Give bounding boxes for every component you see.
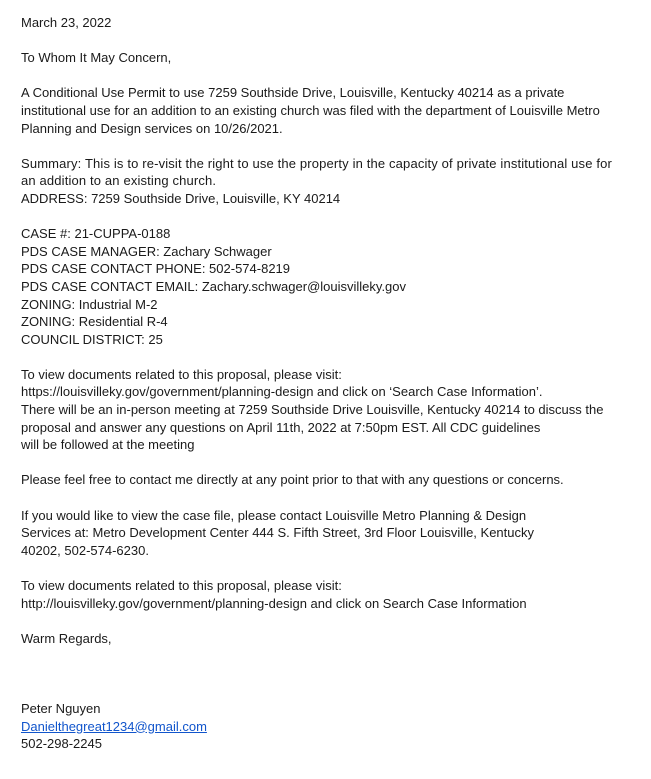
documents-line: To view documents related to this proposal, please visit: (21, 578, 342, 593)
spacer (21, 67, 646, 85)
spacer (21, 682, 646, 700)
summary-paragraph (21, 155, 646, 208)
address-line: ADDRESS: 7259 Southside Drive, Louisville, KY 40214 (21, 190, 341, 206)
meeting-line: proposal and answer any questions on April 11th, 2022 at 7:50pm EST. All CDC guidelines (21, 419, 541, 435)
contact-paragraph: Please feel free to contact me directly at any point prior to that with any questions or concerns. (21, 472, 564, 488)
meeting-line: https://louisvilleky.gov/government/planning-design and click on ‘Search Case Information’. (21, 384, 543, 400)
case-file-line: Services at: Metro Development Center 444 S. Fifth Street, 3rd Floor Louisville, Kentucky (21, 525, 535, 541)
meeting-paragraph (21, 366, 646, 454)
letter-document (21, 14, 646, 753)
closing: Warm Regards, (21, 630, 112, 646)
intro-line: Planning and Design services on 10/26/2021. (21, 120, 283, 136)
spacer (21, 612, 646, 630)
spacer (21, 32, 646, 50)
spacer (21, 454, 646, 472)
salutation: To Whom It May Concern, (21, 50, 172, 66)
spacer (21, 208, 646, 226)
council-district: COUNCIL DISTRICT: 25 (21, 331, 163, 347)
zoning-industrial: ZONING: Industrial M-2 (21, 296, 158, 312)
letter-date: March 23, 2022 (21, 15, 112, 30)
case-number: CASE #: 21-CUPPA-0188 (21, 226, 171, 242)
meeting-line: will be followed at the meeting (21, 437, 195, 453)
signature-phone: 502-298-2245 (21, 736, 102, 752)
meeting-line: To view documents related to this proposal, please visit: (21, 366, 342, 382)
summary-line: an addition to an existing church. (21, 173, 217, 189)
signature-block (21, 700, 646, 753)
spacer (21, 559, 646, 577)
intro-line: A Conditional Use Permit to use 7259 Southside Drive, Louisville, Kentucky 40214 as a private (21, 85, 565, 101)
case-details (21, 225, 646, 348)
spacer (21, 489, 646, 507)
signature-email-link[interactable]: Danielthegreat1234@gmail.com (21, 718, 207, 734)
summary-line: Summary: This is to re-visit the right to use the property in the capacity of private institutional use for (21, 155, 612, 171)
case-file-line: If you would like to view the case file, please contact Louisville Metro Planning & Design (21, 507, 527, 523)
documents-line: http://louisvilleky.gov/government/planning-design and click on Search Case Information (21, 595, 527, 611)
intro-paragraph (21, 84, 646, 137)
case-contact-email: PDS CASE CONTACT EMAIL: Zachary.schwager@louisvilleky.gov (21, 278, 407, 294)
spacer (21, 137, 646, 155)
case-contact-phone: PDS CASE CONTACT PHONE: 502-574-8219 (21, 261, 291, 277)
case-file-paragraph (21, 507, 646, 560)
documents-paragraph (21, 577, 646, 612)
case-manager: PDS CASE MANAGER: Zachary Schwager (21, 243, 272, 259)
spacer (21, 348, 646, 366)
spacer (21, 647, 646, 682)
intro-line: institutional use for an addition to an existing church was filed with the department of Louisville Metro (21, 102, 600, 118)
meeting-line: There will be an in-person meeting at 7259 Southside Drive Louisville, Kentucky 40214 to discuss the (21, 402, 604, 418)
zoning-residential: ZONING: Residential R-4 (21, 314, 168, 330)
case-file-line: 40202, 502-574-6230. (21, 542, 149, 558)
signature-name: Peter Nguyen (21, 700, 101, 716)
